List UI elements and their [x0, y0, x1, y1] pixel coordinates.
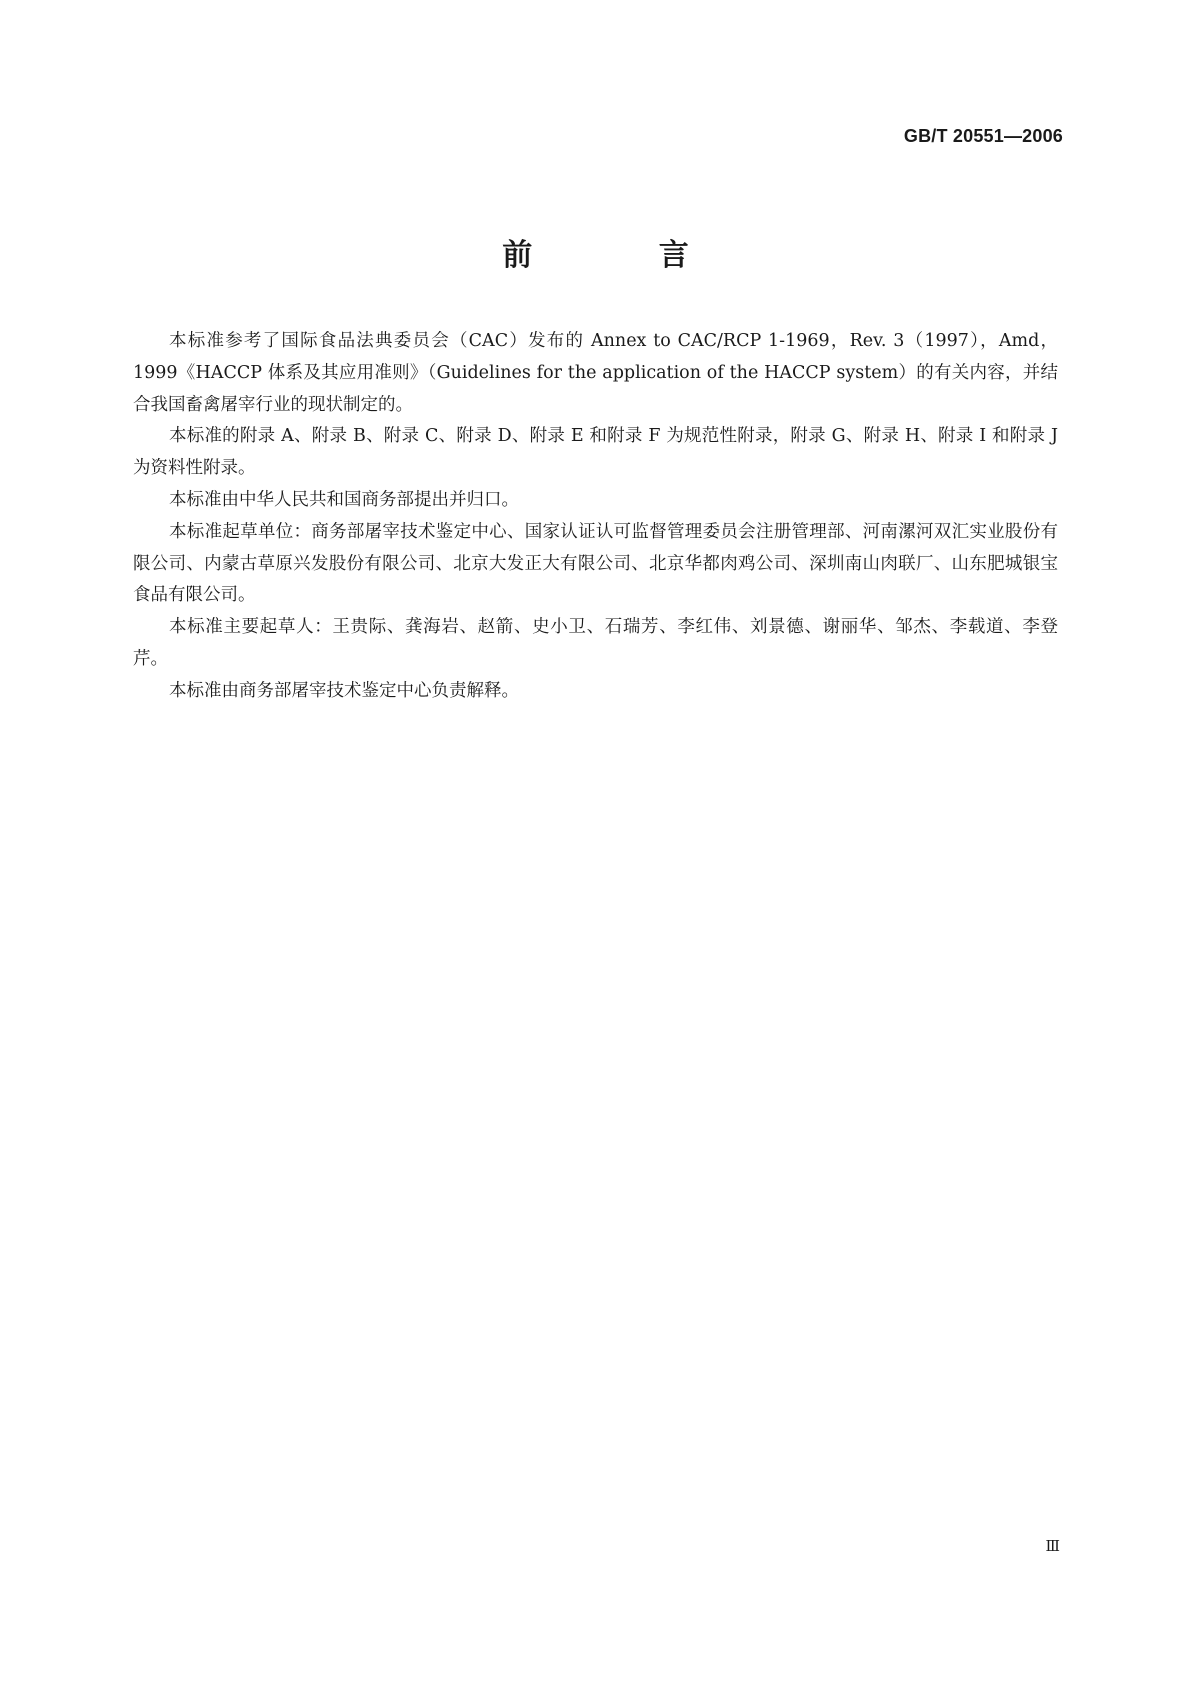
page-number: Ⅲ — [1045, 1537, 1060, 1555]
paragraph-appendices: 本标准的附录 A、附录 B、附录 C、附录 D、附录 E 和附录 F 为规范性附录，附录 G、附录 H、附录 I 和附录 J 为资料性附录。 — [133, 426, 1058, 479]
paragraph-reference: 本标准参考了国际食品法典委员会（CAC）发布的 Annex to CAC/RCP 1-1969，Rev. 3（1997），Amd，1999《HACCP 体系及其应用准则》（Guidelines for the application of the HACCP system）的有关内容，并结合我国畜禽屠宰行业的现状制定的。 — [133, 331, 1058, 415]
foreword-body — [133, 326, 1058, 708]
standard-code: GB/T 20551—2006 — [903, 126, 1063, 146]
paragraph-drafters: 本标准主要起草人：王贵际、龚海岩、赵箭、史小卫、石瑞芳、李红伟、刘景德、谢丽华、邹杰、李载道、李登芹。 — [133, 617, 1058, 669]
page-title: 前 言 — [502, 238, 747, 273]
paragraph-proposer: 本标准由中华人民共和国商务部提出并归口。 — [169, 489, 519, 510]
paragraph-drafting-units: 本标准起草单位：商务部屠宰技术鉴定中心、国家认证认可监督管理委员会注册管理部、河南漯河双汇实业股份有限公司、内蒙古草原兴发股份有限公司、北京大发正大有限公司、北京华都肉鸡公司、深圳南山肉联厂、山东肥城银宝食品有限公司。 — [133, 521, 1058, 606]
paragraph-interpretation: 本标准由商务部屠宰技术鉴定中心负责解释。 — [169, 680, 519, 701]
